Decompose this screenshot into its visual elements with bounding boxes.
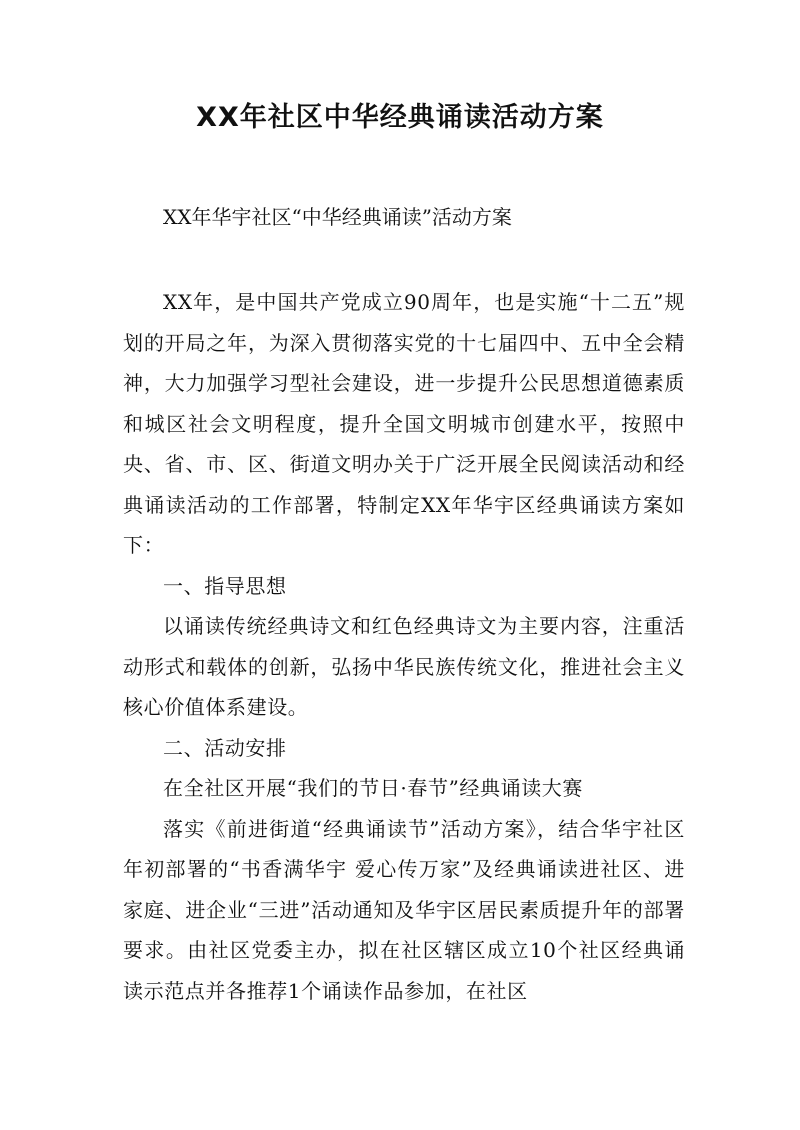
- section-heading-activity-arrangement: 二、活动安排: [163, 735, 287, 760]
- intro-paragraph: XX年，是中国共产党成立90周年，也是实施“十二五”规划的开局之年，为深入贯彻落实党的十七届四中、五中全会精神，大力加强学习型社会建设，进一步提升公民思想道德素质和城区社会文明程度，提升全国文明城市创建水平，按照中央、省、市、区、街道文明办关于广泛开展全民阅读活动和经典诵读活动的工作部署，特制定XX年华宇区经典诵读方案如下：: [123, 290, 685, 557]
- activity-detail-paragraph: 落实《前进街道“经典诵读节”活动方案》，结合华宇社区年初部署的“书香满华宇 爱心传万家”及经典诵读进社区、进家庭、进企业“三进”活动通知及华宇区居民素质提升年的部署要求。由社区党委主办，拟在社区辖区成立10个社区经典诵读示范点并各推荐1个诵读作品参加，在社区: [123, 816, 685, 1003]
- section-heading-guiding-ideology: 一、指导思想: [163, 573, 287, 598]
- activity-item-title: 在全社区开展“我们的节日·春节”经典诵读大赛: [163, 776, 584, 800]
- document-body: [123, 282, 685, 1011]
- document-subtitle: XX年华宇社区“中华经典诵读”活动方案: [163, 205, 512, 229]
- guiding-ideology-paragraph: 以诵读传统经典诗文和红色经典诗文为主要内容，注重活动形式和载体的创新，弘扬中华民族传统文化，推进社会主义核心价值体系建设。: [123, 614, 685, 719]
- document-title: XX年社区中华经典诵读活动方案: [196, 102, 604, 133]
